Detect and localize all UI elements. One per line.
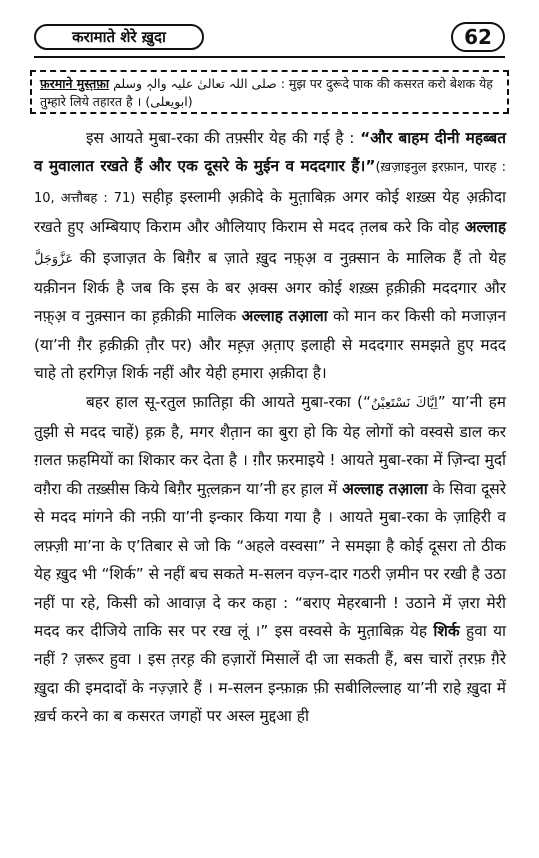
text-span: हुवा या नहीं ? ज़रूर हुवा । इस त़रह़ की हज़ारों मिसालें दी जा सकती हैं, बस चारों त़रफ़ ग़ैरे ख़ुदा की इमदादों के नज़्ज़ारे हैं । म-सलन इन्फ़ाक़ फ़ी सबीलिल्लाह या’नी राहे ख़ुदा में ख़र्च करने का ब कसरत जगहों पर अस्ल मुद्दआ ही — [34, 621, 506, 726]
hadith-text: : मुझ पर दुरूदे पाक की कसरत करो बेशक येह तुम्हारे लिये तहारत है । (ابویعلی) — [40, 76, 493, 109]
paragraph-1 — [34, 124, 506, 388]
page-number: 62 — [451, 22, 505, 52]
book-title: करामाते शेरे ख़ुदा — [34, 24, 204, 50]
text-span: ” या’नी हम तुझी से मदद चाहें) ह़क़ है, मगर शैत़ान का बुरा हो कि येह लोगों को वस्वसे डाल कर ग़लत फ़हमियों का शिकार कर देता है । ग़ौर फ़रमाइये ! आयते मुबा-रका में ज़िन्दा मुर्दा वग़ैरा की तख़्सीस किये बिग़ैर मुत़्लक़न या’नी हर ह़ाल में — [34, 392, 507, 498]
page-header — [16, 18, 523, 52]
bold-term: अल्लाह तआ़ला — [241, 307, 328, 326]
bold-term: अल्लाह तआ़ला — [342, 479, 428, 498]
paragraph-2 — [34, 388, 506, 731]
quote-span: व मुवालात रखते हैं और एक दूसरे के मुईन व मददगार हैं।” — [34, 157, 376, 176]
hadith-box — [30, 70, 509, 114]
bold-term: अल्लाह — [464, 218, 506, 237]
text-span: को मान कर किसी को मजाज़न (या’नी ग़ैर ह़क़ीक़ी त़ौर पर) और मह़्ज़ अ़त़ाए इलाही से मददगार समझते हुए मदद चाहे तो हरगिज़ शिर्क नहीं और येही हमारा अ़क़ीदा है। — [34, 307, 506, 383]
quote-span: “और बाहम दीनी — [360, 129, 466, 147]
body-text — [34, 124, 506, 731]
bold-term: महब्बत — [465, 129, 506, 147]
hadith-label: फ़रमाने मुस्त़फ़ा — [40, 76, 110, 91]
header-rule — [34, 56, 505, 58]
arabic-ayah: اِيَّاكَ نَسْتَعِيْنُ — [371, 395, 438, 411]
text-span: के सिवा दूसरे से मदद मांगने की नफ़ी या’नी इन्कार किया गया है । आयते मुबा-रका के ज़ाहिरी व लफ़्ज़ी मा’ना के ए’तिबार से जो कि “अहले वस्वसा” ने समझा है कोई दूसरा तो ठीक येह ख़ुद भी “शिर्क” से नहीं बच सकते म-सलन वज़्न-दार गठरी ज़मीन पर रखी है उठा नहीं पा रहे, किसी को आवाज़ दे कर कहा : “बराए मेहरबानी ! उठाने में ज़रा मेरी मदद कर दीजिये ताकि सर पर रख लूं ।” इस वस्वसे के मुत़ाबिक़ येह — [34, 479, 507, 640]
text-span: इस आयते मुबा-रका की तफ़्सीर येह की गई है : — [86, 129, 361, 147]
bold-term: शिर्क — [433, 621, 460, 640]
text-span: की इजाज़त के बिग़ैर ब ज़ाते ख़ुद नफ़्अ़ व नुक़्सान के मालिक हैं तो येह यक़ीनन शिर्क है जब कि इस के बर अ़क्स अगर कोई शख़्स ह़क़ीक़ी मददगार और नफ़्अ़ व नुक़्सान का ह़क़ीक़ी मालिक — [34, 248, 506, 326]
text-span: सहीह़ इस्लामी अ़क़ीदे के मुत़ाबिक़ अगर कोई शख़्स येह अ़क़ीदा रखते हुए अम्बियाए किराम और औलियाए किराम से मदद त़लब करे कि वोह — [34, 187, 506, 237]
text-span: बहर हाल सू-रतुल फ़ातिह़ा की आयते मुबा-रका (“ — [86, 392, 372, 411]
honorific-text: صلی اللہ تعالیٰ علیہ والہٖ وسلم — [113, 76, 277, 91]
reference: (ख़ज़ाइनुल इरफ़ान, पारह : 10, अत्तौबह : 71) — [34, 160, 506, 206]
arabic-honorific: عَزَّوَجَلَّ — [34, 251, 80, 267]
